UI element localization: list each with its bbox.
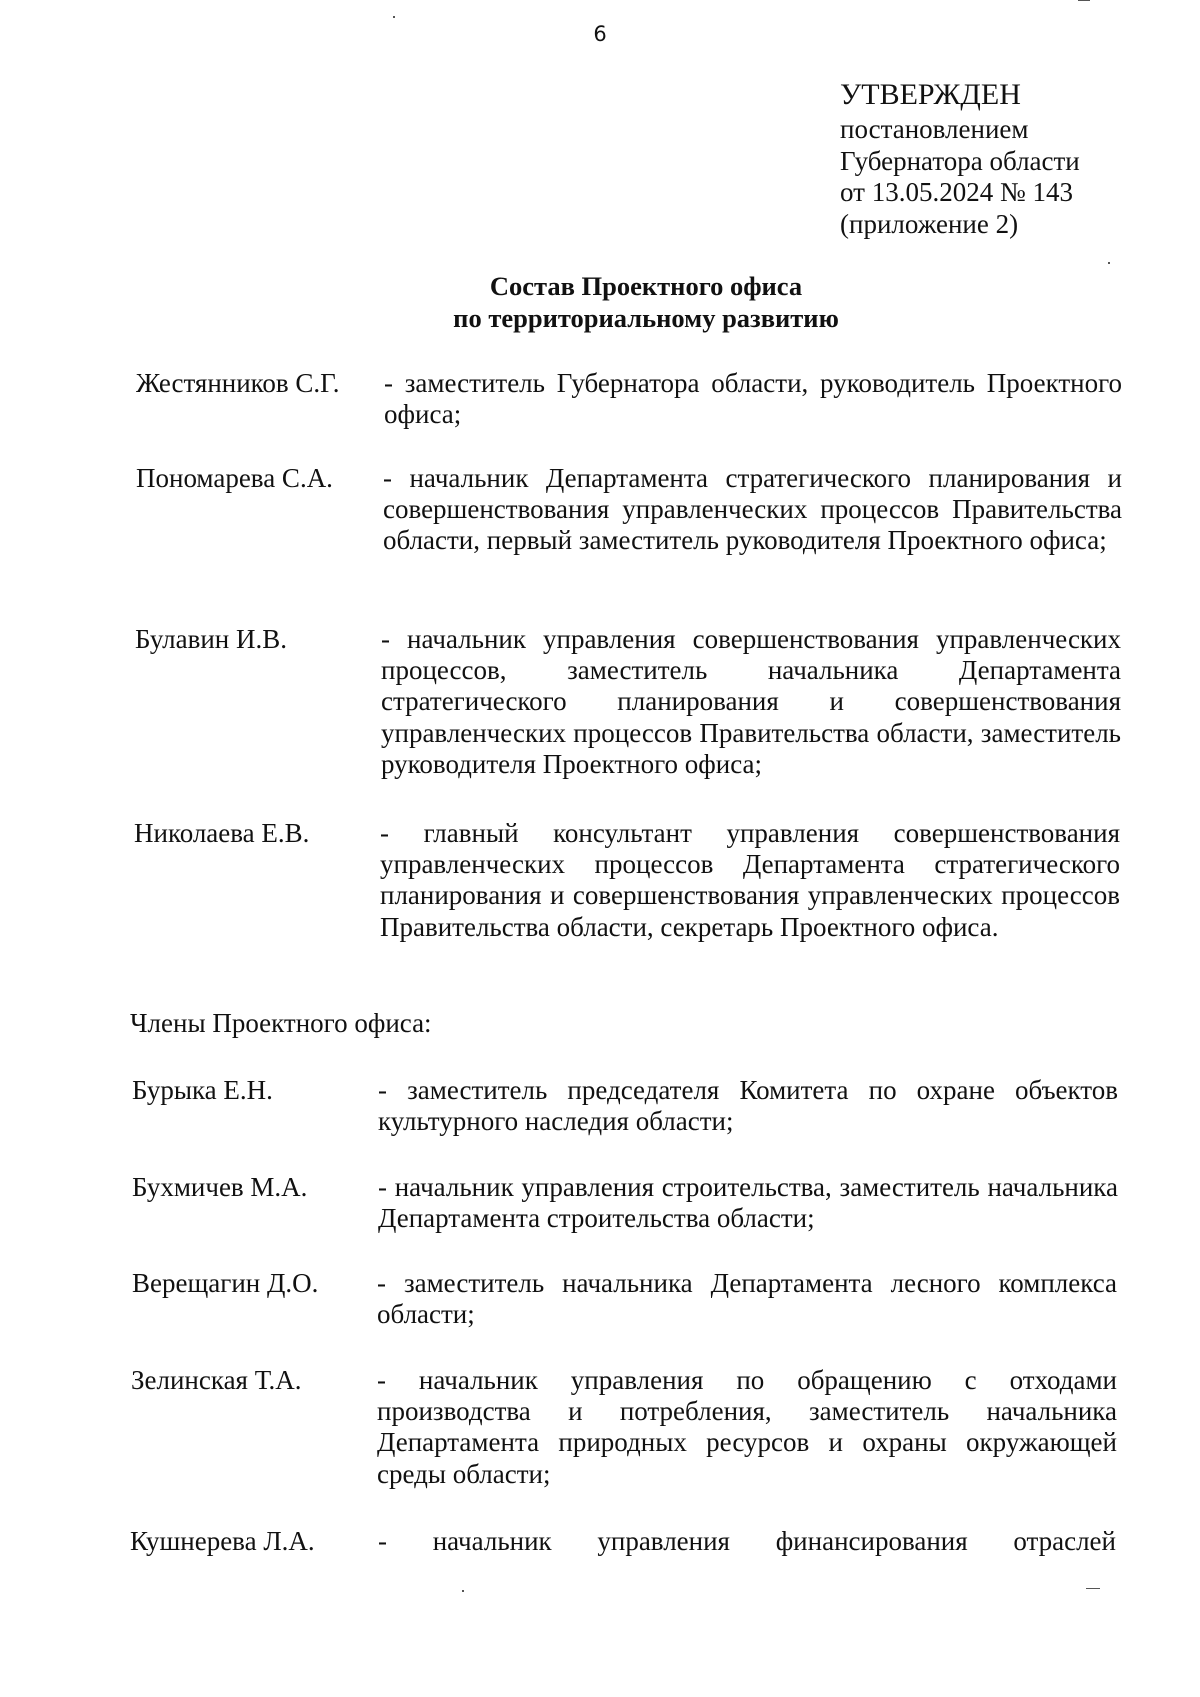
title-line-1: Состав Проектного офиса	[489, 271, 803, 301]
member-position: - заместитель Губернатора области, руководитель Проектного офиса;	[384, 368, 1122, 430]
approval-line-1: постановлением	[840, 114, 1029, 144]
member-position: - начальник управления совершенствования управленческих процессов, заместитель начальника Департамента стратегического планирования и совершенствования управленческих процессов Правительства области, заместитель руководителя Проектного офиса;	[381, 624, 1121, 779]
member-name: Жестянников С.Г.	[136, 368, 340, 398]
member-position: - начальник управления по обращению с отходами производства и потребления, заместитель начальника Департамента природных ресурсов и охраны окружающей среды области;	[377, 1365, 1117, 1489]
title-line-2: по территориальному развитию	[453, 303, 839, 333]
scan-speck	[462, 1590, 464, 1592]
member-name: Кушнерева Л.А.	[130, 1526, 315, 1556]
position-word: -	[378, 1526, 387, 1556]
document-title	[0, 270, 1200, 334]
member-name: Булавин И.В.	[135, 624, 288, 654]
position-word: финансирования	[775, 1526, 968, 1556]
approval-line-4: (приложение 2)	[840, 208, 1019, 239]
member-name: Николаева Е.В.	[134, 818, 310, 848]
position-word: начальник	[432, 1526, 552, 1556]
member-position: - начальник управления строительства, заместитель начальника Департамента строительства области;	[378, 1172, 1118, 1234]
scan-speck	[1078, 0, 1090, 1]
scan-speck	[1108, 262, 1110, 264]
members-heading: Члены Проектного офиса:	[130, 1008, 432, 1038]
member-name: Бухмичев М.А.	[132, 1172, 308, 1202]
member-name: Зелинская Т.А.	[131, 1365, 302, 1395]
approval-line-3: от 13.05.2024 № 143	[840, 177, 1073, 207]
member-position: - заместитель начальника Департамента лесного комплекса области;	[377, 1268, 1117, 1330]
member-name: Пономарева С.А.	[136, 463, 333, 493]
scan-speck	[393, 16, 395, 18]
member-position: - заместитель председателя Комитета по охране объектов культурного наследия области;	[378, 1075, 1118, 1137]
approval-stamp	[840, 78, 1080, 240]
approval-line-2: Губернатора области	[840, 145, 1080, 176]
scan-speck	[1086, 1588, 1100, 1589]
page-number: 6	[593, 22, 607, 46]
member-position-partial	[378, 1526, 1116, 1556]
member-position: - главный консультант управления совершенствования управленческих процессов Департамента стратегического планирования и совершенствования управленческих процессов Правительства области, секретарь Проектного офиса.	[380, 818, 1120, 942]
member-position: - начальник Департамента стратегического планирования и совершенствования управленческих процессов Правительства области, первый заместитель руководителя Проектного офиса;	[383, 463, 1122, 556]
approval-heading: УТВЕРЖДЕН	[840, 78, 1021, 111]
member-name: Бурыка Е.Н.	[132, 1075, 273, 1105]
member-name: Верещагин Д.О.	[132, 1268, 319, 1298]
position-word: управления	[597, 1526, 730, 1556]
position-word: отраслей	[1013, 1526, 1116, 1556]
